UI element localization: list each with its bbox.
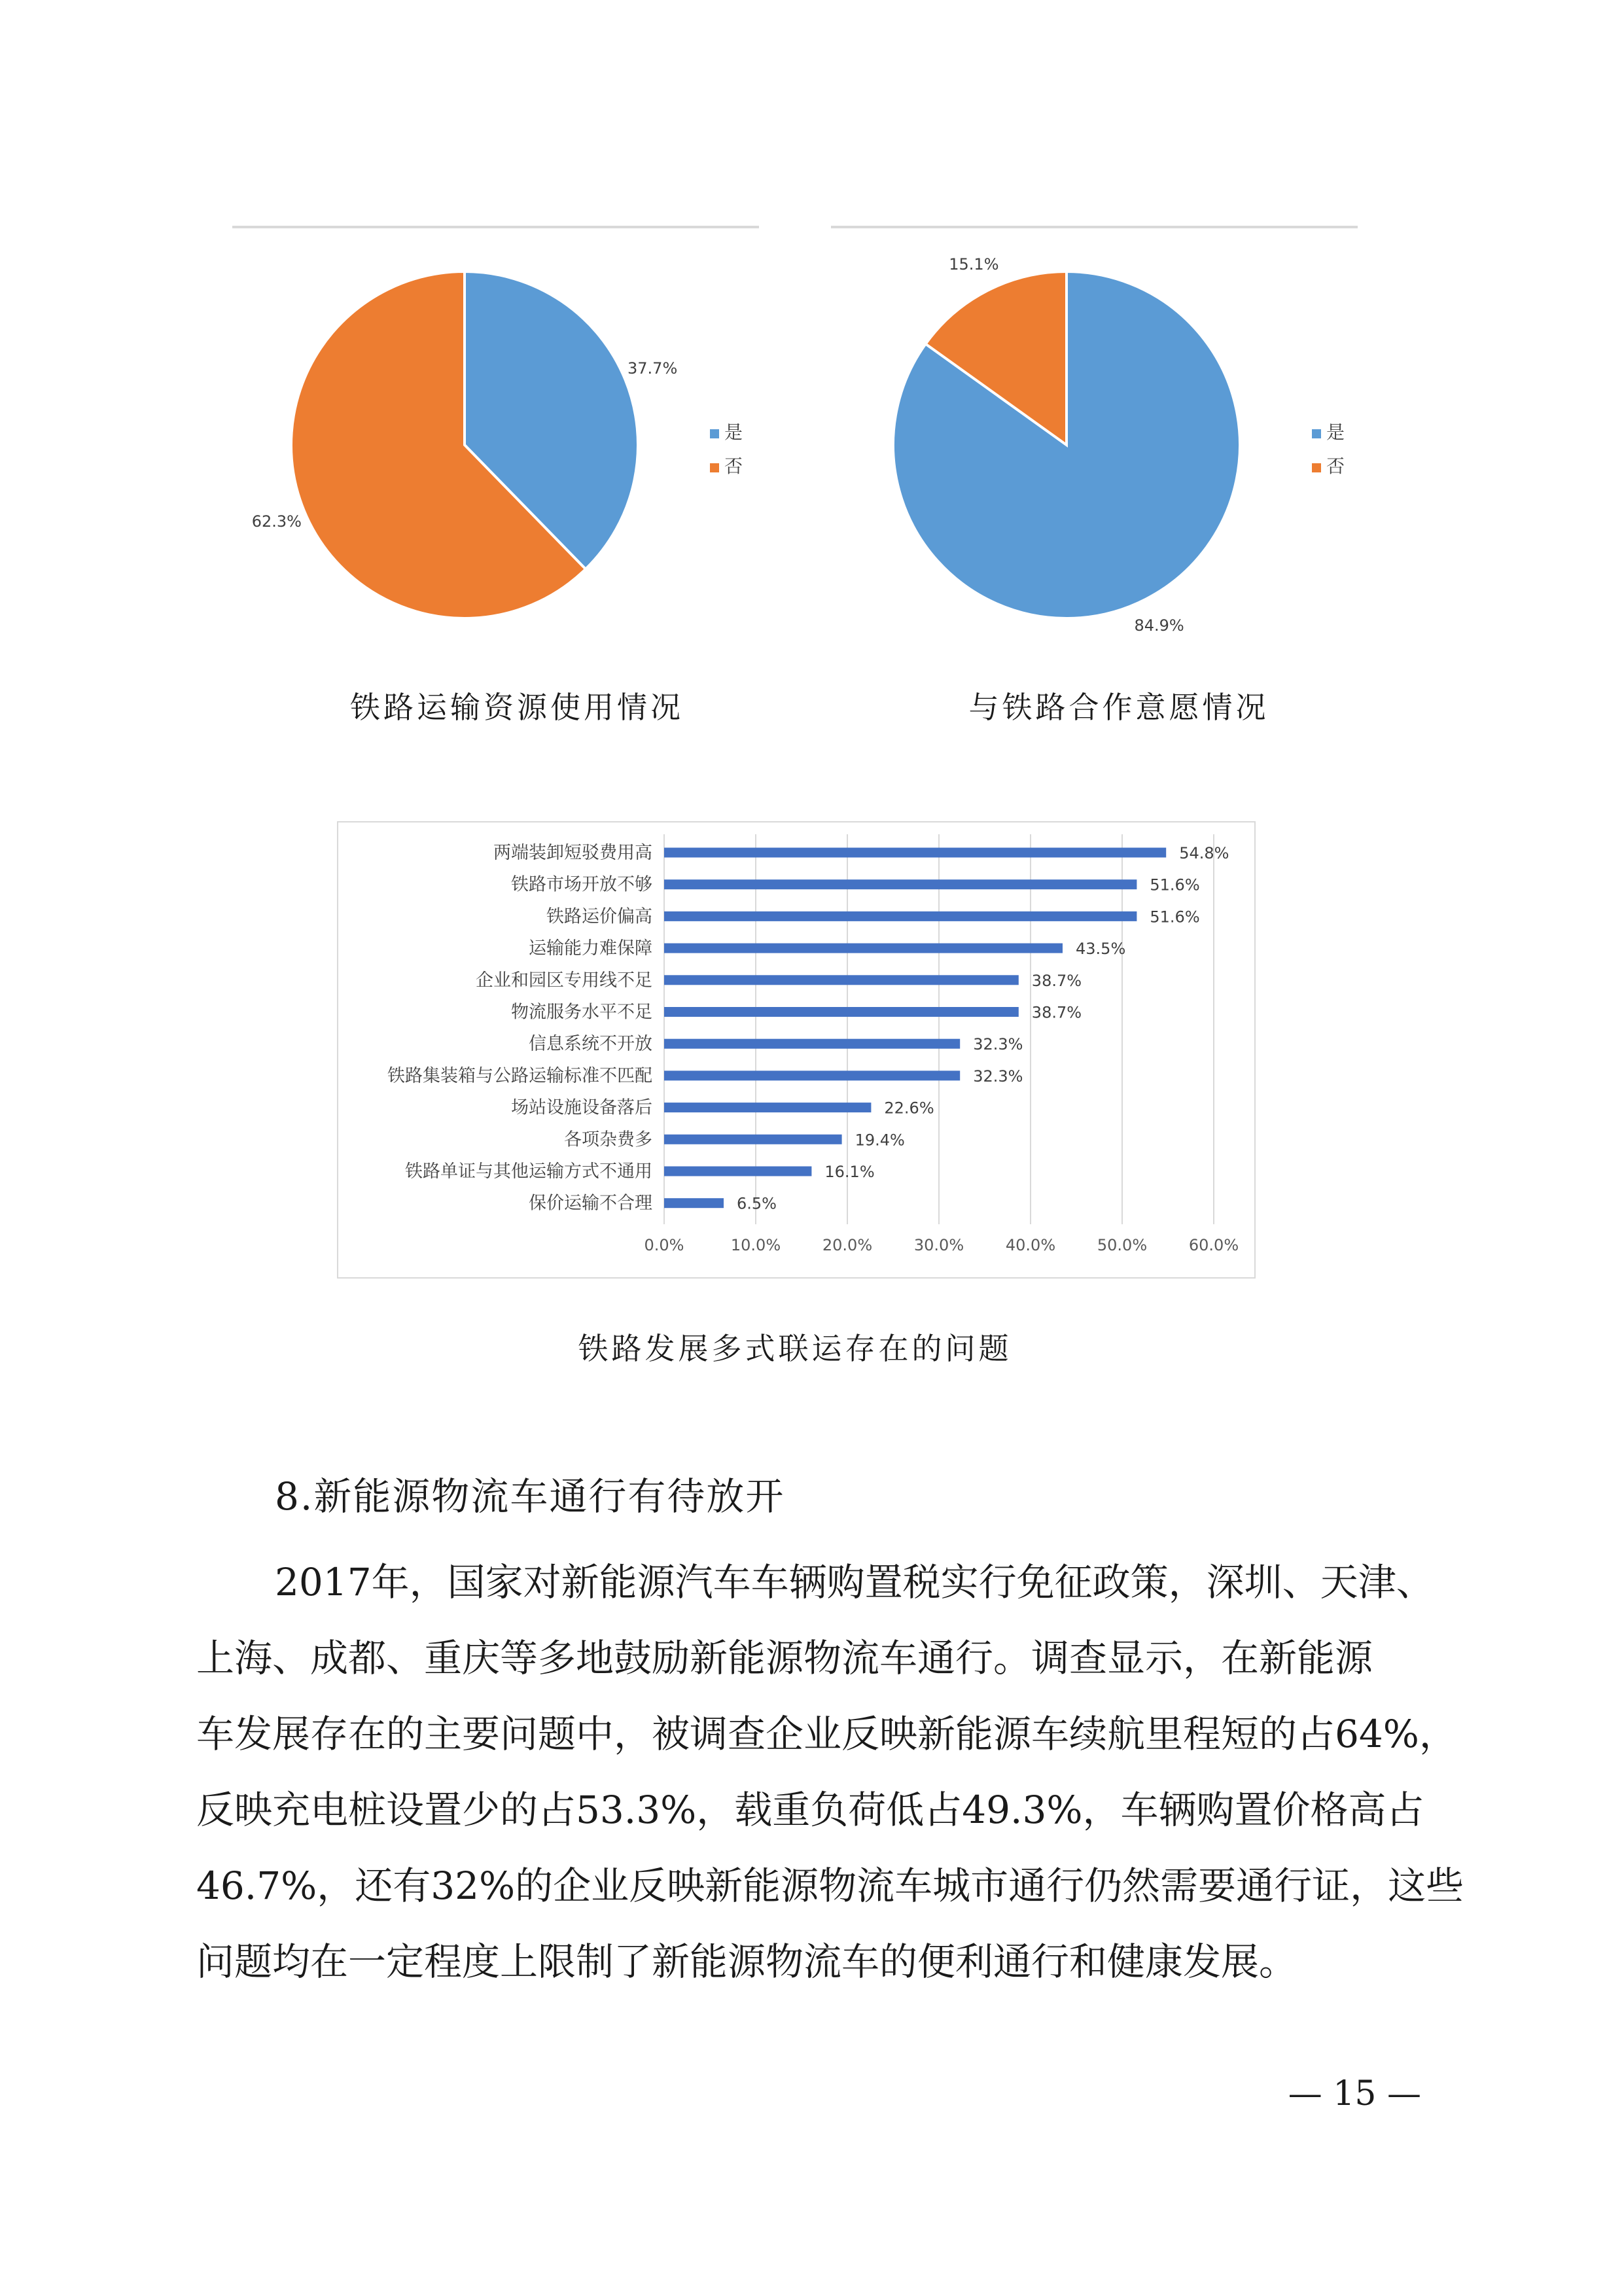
bar-data-label-1: 51.6% xyxy=(1150,875,1200,894)
bar-data-label-6: 32.3% xyxy=(973,1035,1023,1054)
bar-category-label-11: 保价运输不合理 xyxy=(529,1193,652,1214)
bar-category-label-9: 各项杂费多 xyxy=(564,1129,652,1150)
section-heading: 8.新能源物流车通行有待放开 xyxy=(275,1474,785,1519)
pie2-legend-swatch-1 xyxy=(1312,463,1321,472)
pie2-caption: 与铁路合作意愿情况 xyxy=(968,690,1269,725)
bar-data-label-2: 51.6% xyxy=(1150,908,1200,927)
pie2-frame-line xyxy=(831,226,1358,228)
pie1-frame-line xyxy=(232,226,759,228)
bar-data-label-7: 32.3% xyxy=(973,1067,1023,1086)
bar-3 xyxy=(664,944,1063,953)
bar-category-label-4: 企业和园区专用线不足 xyxy=(476,970,652,991)
pie1-caption: 铁路运输资源使用情况 xyxy=(350,690,684,725)
bar-data-label-3: 43.5% xyxy=(1076,940,1126,959)
pie-chart-rail-resource-usage xyxy=(249,249,759,654)
paragraph-line: 46.7%，还有32%的企业反映新能源物流车城市通行仍然需要通行证，这些 xyxy=(196,1863,1464,1908)
bar-5 xyxy=(664,1007,1019,1017)
bar-category-label-2: 铁路运价偏高 xyxy=(546,906,652,927)
bar-category-label-1: 铁路市场开放不够 xyxy=(511,874,652,895)
paragraph-line: 2017年，国家对新能源汽车车辆购置税实行免征政策，深圳、天津、 xyxy=(275,1560,1434,1604)
bar-9 xyxy=(664,1135,842,1144)
bar-chart-caption: 铁路发展多式联运存在的问题 xyxy=(578,1331,1012,1366)
bar-category-label-0: 两端装卸短驳费用高 xyxy=(493,843,652,863)
paragraph-line: 问题均在一定程度上限制了新能源物流车的便利通行和健康发展。 xyxy=(196,1939,1297,1984)
bar-data-label-10: 16.1% xyxy=(824,1163,875,1181)
bar-6 xyxy=(664,1039,960,1049)
bar-x-tick-label-6: 60.0% xyxy=(1188,1236,1239,1255)
pie2-legend-swatch-0 xyxy=(1312,429,1321,438)
bar-category-label-8: 场站设施设备落后 xyxy=(511,1097,652,1118)
paragraph-line: 车发展存在的主要问题中，被调查企业反映新能源车续航里程短的占64%， xyxy=(196,1712,1457,1756)
bar-2 xyxy=(664,911,1137,921)
bar-8 xyxy=(664,1103,871,1112)
bar-data-label-5: 38.7% xyxy=(1031,1003,1082,1022)
bar-data-label-8: 22.6% xyxy=(884,1099,934,1118)
pie1-data-label-1: 62.3% xyxy=(251,512,302,531)
page-number: — 15 — xyxy=(1288,2074,1421,2113)
bar-category-label-6: 信息系统不开放 xyxy=(529,1034,652,1055)
bar-category-label-3: 运输能力难保障 xyxy=(529,938,652,959)
bar-x-tick-label-0: 0.0% xyxy=(644,1236,684,1255)
section-paragraph xyxy=(196,1544,1464,2000)
bar-10 xyxy=(664,1167,811,1176)
pie1-legend-swatch-0 xyxy=(710,429,719,438)
pie1-data-label-0: 37.7% xyxy=(627,359,678,378)
pie2-data-label-1: 15.1% xyxy=(949,255,999,274)
bar-data-label-11: 6.5% xyxy=(737,1194,777,1213)
bar-category-label-5: 物流服务水平不足 xyxy=(511,1002,652,1023)
bar-x-tick-label-1: 10.0% xyxy=(730,1236,781,1255)
bar-category-label-7: 铁路集装箱与公路运输标准不匹配 xyxy=(387,1065,652,1086)
bar-x-tick-label-3: 30.0% xyxy=(913,1236,964,1255)
pie-chart-rail-cooperation-willingness xyxy=(851,249,1361,654)
pie1-legend-label-1: 否 xyxy=(724,455,743,477)
bar-category-label-10: 铁路单证与其他运输方式不通用 xyxy=(405,1161,652,1182)
pie1-legend-swatch-1 xyxy=(710,463,719,472)
bar-7 xyxy=(664,1070,960,1080)
bar-4 xyxy=(664,975,1019,985)
bar-chart-multimodal-problems xyxy=(337,821,1253,1276)
bar-0 xyxy=(664,848,1166,858)
paragraph-line: 反映充电桩设置少的占53.3%，载重负荷低占49.3%，车辆购置价格高占 xyxy=(196,1788,1424,1832)
pie2-data-label-0: 84.9% xyxy=(1134,616,1184,635)
pie2-legend-label-0: 是 xyxy=(1326,421,1345,443)
bar-data-label-9: 19.4% xyxy=(855,1131,905,1150)
bar-11 xyxy=(664,1198,724,1208)
bar-1 xyxy=(664,879,1137,889)
paragraph-line: 上海、成都、重庆等多地鼓励新能源物流车通行。调查显示，在新能源 xyxy=(196,1636,1373,1680)
pie1-legend-label-0: 是 xyxy=(724,421,743,443)
bar-data-label-0: 54.8% xyxy=(1179,844,1229,862)
bar-x-tick-label-2: 20.0% xyxy=(822,1236,873,1255)
bar-x-tick-label-5: 50.0% xyxy=(1097,1236,1148,1255)
pie2-legend-label-1: 否 xyxy=(1326,455,1345,477)
bar-data-label-4: 38.7% xyxy=(1031,971,1082,990)
bar-x-tick-label-4: 40.0% xyxy=(1005,1236,1056,1255)
